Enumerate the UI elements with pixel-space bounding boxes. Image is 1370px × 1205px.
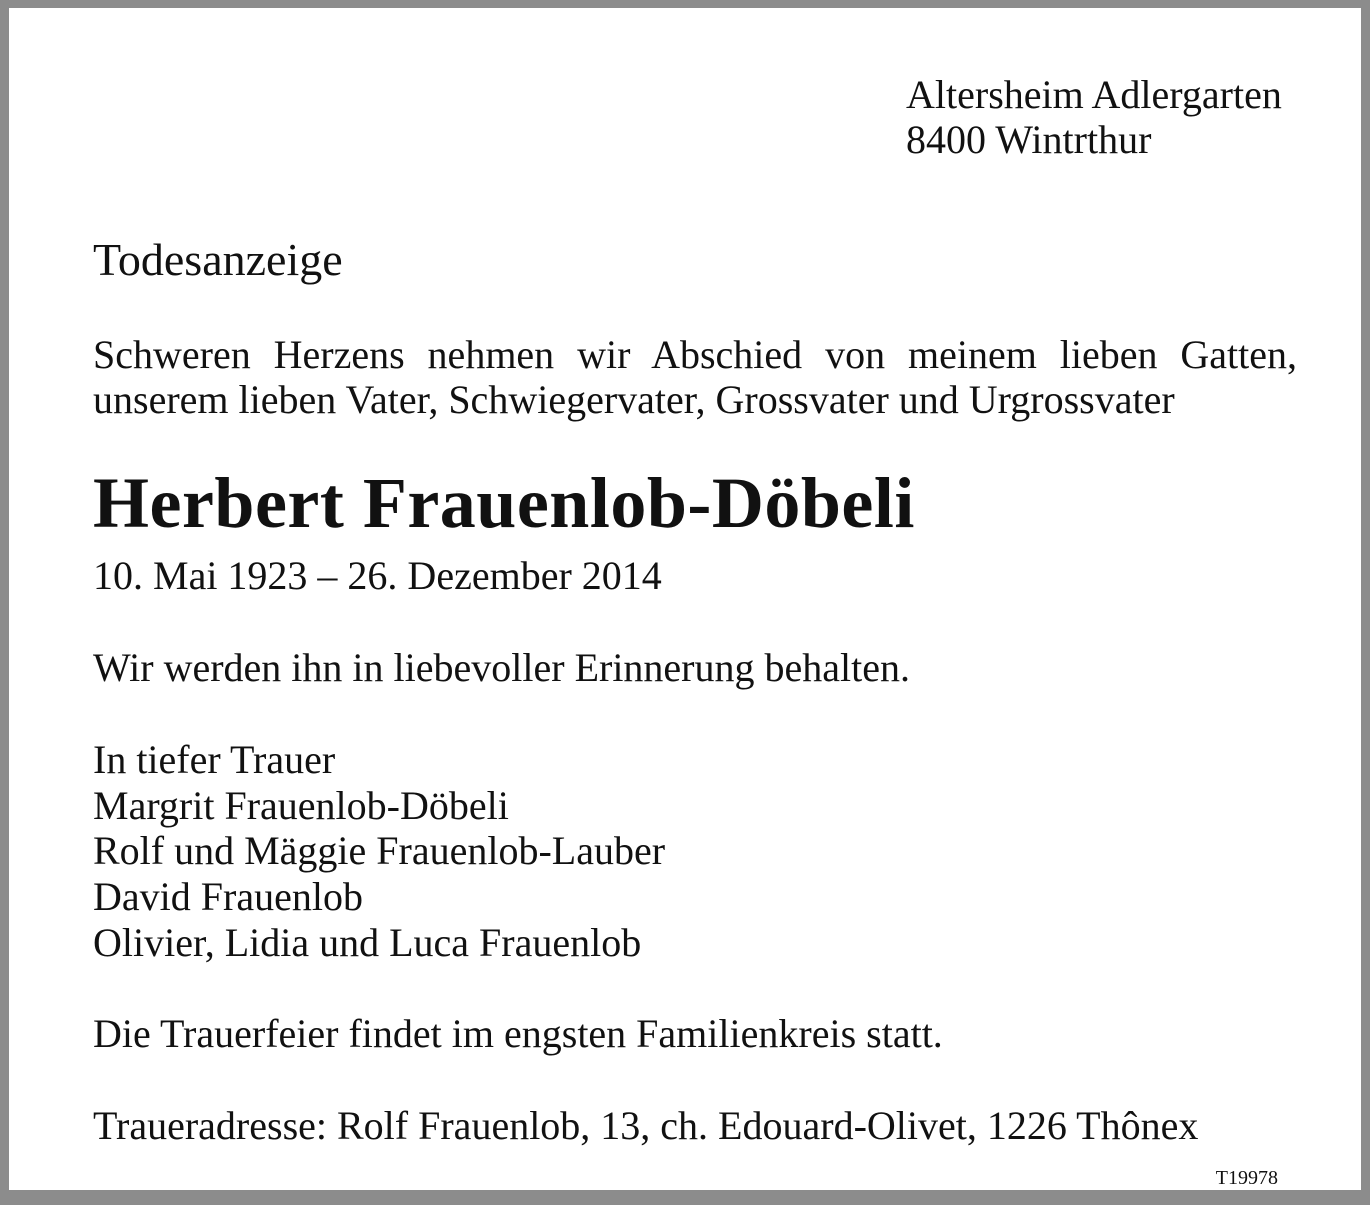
mourner-name: Margrit Frauenlob-Döbeli	[93, 783, 509, 828]
mourner-name: Rolf und Mäggie Frauenlob-Lauber	[93, 828, 666, 873]
mourning-address: Traueradresse: Rolf Frauenlob, 13, ch. Edouard-Olivet, 1226 Thônex	[93, 1103, 1199, 1148]
intro-line-1: Schweren Herzens nehmen wir Abschied von meinem lieben Gatten,	[93, 332, 1297, 377]
intro-line-2: unserem lieben Vater, Schwiegervater, Grossvater und Urgrossvater	[93, 377, 1175, 422]
notice-heading: Todesanzeige	[93, 234, 343, 285]
mourner-name: David Frauenlob	[93, 874, 363, 919]
ceremony-text: Die Trauerfeier findet im engsten Familienkreis statt.	[93, 1011, 943, 1056]
deceased-name: Herbert Frauenlob-Döbeli	[93, 463, 915, 543]
mourners-lead: In tiefer Trauer	[93, 737, 336, 782]
life-dates: 10. Mai 1923 – 26. Dezember 2014	[93, 553, 662, 598]
mourner-name: Olivier, Lidia und Luca Frauenlob	[93, 920, 642, 965]
sender-address-line-1: Altersheim Adlergarten	[906, 72, 1282, 117]
reference-code: T19978	[1215, 1167, 1278, 1189]
sender-address-line-2: 8400 Wintrthur	[906, 117, 1152, 162]
memory-text: Wir werden ihn in liebevoller Erinnerung behalten.	[93, 645, 910, 690]
